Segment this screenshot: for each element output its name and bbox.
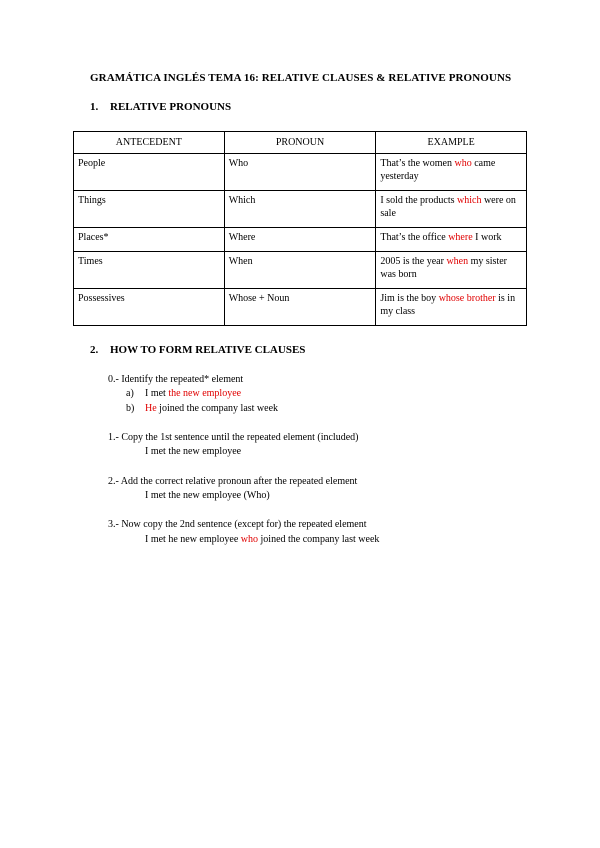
sentence-text: joined the company last week bbox=[258, 534, 380, 545]
example-cell bbox=[376, 154, 527, 191]
example-text: I work bbox=[472, 232, 502, 243]
section-heading-text: RELATIVE PRONOUNS bbox=[110, 101, 232, 113]
example-text: That’s the women bbox=[380, 158, 455, 169]
highlighted-element: He bbox=[145, 403, 157, 414]
example-text: I sold the products bbox=[380, 195, 457, 206]
pronoun-cell: Which bbox=[224, 191, 376, 228]
step-3-label: 3.- Now copy the 2nd sentence (except for) the repeated element bbox=[108, 519, 367, 530]
step-0-label: 0.- Identify the repeated* element bbox=[108, 374, 244, 385]
document-title: GRAMÁTICA INGLÉS TEMA 16: RELATIVE CLAUSES & RELATIVE PRONOUNS bbox=[90, 72, 512, 84]
antecedent-cell: People bbox=[74, 154, 225, 191]
antecedent-cell: Times bbox=[74, 252, 225, 289]
list-marker: a) bbox=[126, 388, 134, 399]
list-marker: b) bbox=[126, 403, 135, 414]
section-heading-how-to-form bbox=[90, 344, 305, 356]
antecedent-cell: Places* bbox=[74, 228, 225, 252]
example-cell bbox=[376, 228, 527, 252]
step-2-example: I met the new employee (Who) bbox=[145, 490, 270, 501]
step-1-label: 1.- Copy the 1st sentence until the repeated element (included) bbox=[108, 432, 359, 443]
column-header-pronoun: PRONOUN bbox=[224, 132, 376, 154]
step-1-example: I met the new employee bbox=[145, 446, 242, 457]
step-0-sentence-a bbox=[126, 387, 241, 400]
antecedent-cell: Possessives bbox=[74, 289, 225, 326]
step-3-example bbox=[145, 533, 379, 546]
highlighted-pronoun: who bbox=[454, 158, 472, 169]
pronoun-cell: When bbox=[224, 252, 376, 289]
example-text: came yesterday bbox=[380, 158, 496, 182]
sentence-text: joined the company last week bbox=[156, 403, 279, 414]
highlighted-element: the new employee bbox=[168, 388, 242, 399]
section-number: 1. bbox=[90, 101, 99, 113]
example-text: 2005 is the year bbox=[380, 256, 447, 267]
table-row bbox=[74, 228, 527, 252]
highlighted-pronoun: where bbox=[448, 232, 473, 243]
example-text: were on sale bbox=[380, 195, 516, 219]
highlighted-pronoun: whose brother bbox=[438, 293, 496, 304]
table-row bbox=[74, 191, 527, 228]
table-row bbox=[74, 154, 527, 191]
table-row bbox=[74, 289, 527, 326]
step-2-label: 2.- Add the correct relative pronoun after the repeated element bbox=[108, 476, 358, 487]
section-heading-relative-pronouns bbox=[90, 101, 231, 113]
antecedent-cell: Things bbox=[74, 191, 225, 228]
highlighted-pronoun: when bbox=[446, 256, 469, 267]
example-text: my sister was born bbox=[380, 256, 507, 280]
pronoun-cell: Where bbox=[224, 228, 376, 252]
column-header-example: EXAMPLE bbox=[376, 132, 527, 154]
column-header-antecedent: ANTECEDENT bbox=[74, 132, 225, 154]
step-0-sentence-b bbox=[126, 402, 278, 415]
section-number: 2. bbox=[90, 344, 99, 356]
pronoun-cell: Who bbox=[224, 154, 376, 191]
pronoun-cell: Whose + Noun bbox=[224, 289, 376, 326]
sentence-text: I met bbox=[145, 388, 169, 399]
example-cell bbox=[376, 191, 527, 228]
table-row bbox=[74, 252, 527, 289]
highlighted-pronoun: who bbox=[240, 534, 259, 545]
example-text: That’s the office bbox=[380, 232, 449, 243]
section-heading-text: HOW TO FORM RELATIVE CLAUSES bbox=[110, 344, 306, 356]
relative-pronouns-table bbox=[73, 131, 527, 326]
example-cell bbox=[376, 252, 527, 289]
example-text: is in my class bbox=[380, 293, 516, 317]
sentence-text: I met he new employee bbox=[145, 534, 241, 545]
example-text: Jim is the boy bbox=[380, 293, 439, 304]
example-cell bbox=[376, 289, 527, 326]
table-header-row bbox=[74, 132, 527, 154]
highlighted-pronoun: which bbox=[457, 195, 482, 206]
